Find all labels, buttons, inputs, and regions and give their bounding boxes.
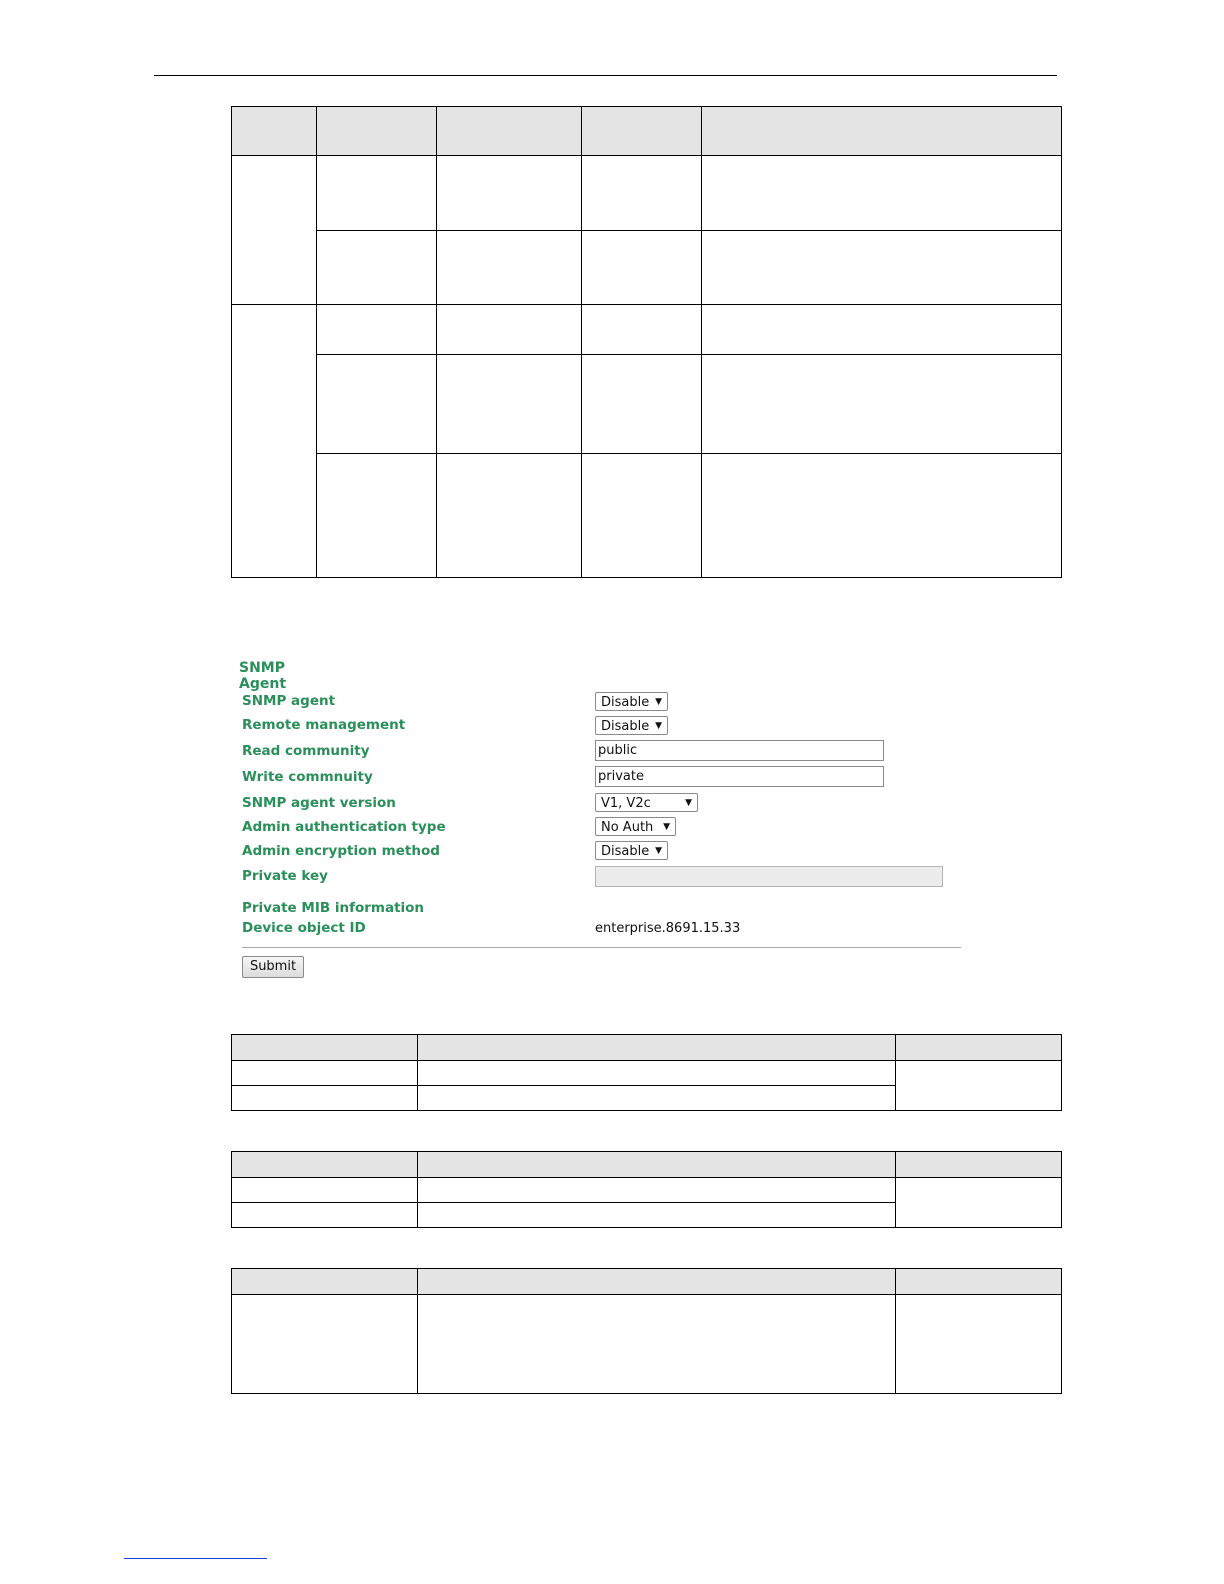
table-cell — [702, 156, 1062, 231]
table-cell — [232, 1203, 418, 1228]
table-cell — [582, 355, 702, 454]
table-row — [232, 1061, 1062, 1086]
table-cell — [896, 1178, 1062, 1228]
table-header-cell — [418, 1269, 896, 1295]
table-cell — [437, 156, 582, 231]
table-cell — [317, 156, 437, 231]
chevron-down-icon: ▼ — [655, 846, 662, 856]
device-object-id-label: Device object ID — [242, 920, 366, 936]
table-cell — [317, 305, 437, 355]
table-header-cell — [232, 1269, 418, 1295]
table-header-cell — [232, 1035, 418, 1061]
table-header-cell — [232, 107, 317, 156]
submit-button[interactable]: Submit — [242, 956, 304, 978]
private-key-input[interactable] — [595, 866, 943, 887]
table-cell — [437, 231, 582, 305]
table-cell — [232, 1061, 418, 1086]
admin-encryption-select[interactable] — [595, 841, 668, 860]
write-community-input[interactable]: private — [595, 766, 884, 787]
table-header-row — [232, 107, 1062, 156]
table-cell — [437, 454, 582, 578]
table-cell — [582, 305, 702, 355]
table-header-cell — [418, 1152, 896, 1178]
chevron-down-icon: ▼ — [685, 798, 692, 808]
settings-table-3 — [231, 1151, 1062, 1228]
table-row — [232, 156, 1062, 231]
remote-management-value: Disable — [601, 719, 650, 734]
table-row — [232, 1178, 1062, 1203]
footer-link-underline[interactable] — [124, 1558, 267, 1559]
page-header-rule — [154, 75, 1057, 76]
table-cell — [582, 454, 702, 578]
table-header-cell — [418, 1035, 896, 1061]
table-cell — [702, 305, 1062, 355]
remote-management-select[interactable] — [595, 716, 668, 735]
table-row — [232, 1295, 1062, 1394]
chevron-down-icon: ▼ — [663, 822, 670, 832]
admin-auth-type-label: Admin authentication type — [242, 819, 446, 835]
table-cell — [232, 1178, 418, 1203]
table-header-row — [232, 1152, 1062, 1178]
table-cell — [232, 1086, 418, 1111]
table-cell — [582, 156, 702, 231]
table-header-row — [232, 1269, 1062, 1295]
table-row — [232, 231, 1062, 305]
table-header-cell — [437, 107, 582, 156]
table-cell — [702, 231, 1062, 305]
chevron-down-icon: ▼ — [655, 721, 662, 731]
remote-management-label: Remote management — [242, 717, 406, 733]
table-cell — [418, 1295, 896, 1394]
table-cell — [418, 1061, 896, 1086]
table-cell — [418, 1203, 896, 1228]
admin-auth-type-select[interactable] — [595, 817, 676, 836]
table-header-row — [232, 1035, 1062, 1061]
table-cell — [418, 1086, 896, 1111]
admin-auth-type-value: No Auth — [601, 820, 654, 835]
table-header-cell — [582, 107, 702, 156]
private-key-label: Private key — [242, 868, 328, 884]
panel-title: SNMP Agent — [239, 660, 287, 692]
table-cell — [317, 231, 437, 305]
table-cell — [232, 1295, 418, 1394]
table-cell — [437, 305, 582, 355]
form-divider — [242, 947, 961, 948]
snmp-agent-label: SNMP agent — [242, 693, 336, 709]
table-header-cell — [896, 1035, 1062, 1061]
settings-table-upper — [231, 106, 1062, 578]
table-cell — [702, 355, 1062, 454]
table-row — [232, 454, 1062, 578]
table-cell — [896, 1061, 1062, 1111]
admin-encryption-label: Admin encryption method — [242, 843, 440, 859]
settings-table-4 — [231, 1268, 1062, 1394]
snmp-agent-value: Disable — [601, 695, 650, 710]
snmp-agent-select[interactable] — [595, 692, 668, 711]
table-cell — [317, 454, 437, 578]
table-header-cell — [896, 1269, 1062, 1295]
table-row — [232, 305, 1062, 355]
admin-encryption-value: Disable — [601, 844, 650, 859]
private-mib-heading: Private MIB information — [242, 900, 425, 916]
table-header-cell — [896, 1152, 1062, 1178]
chevron-down-icon: ▼ — [655, 697, 662, 707]
read-community-label: Read community — [242, 743, 370, 759]
table-header-cell — [317, 107, 437, 156]
table-row — [232, 355, 1062, 454]
table-cell — [418, 1178, 896, 1203]
table-cell — [702, 454, 1062, 578]
device-object-id-value: enterprise.8691.15.33 — [595, 921, 741, 936]
snmp-agent-version-select[interactable] — [595, 793, 698, 812]
table-cell — [232, 156, 317, 305]
table-cell — [896, 1295, 1062, 1394]
table-header-cell — [702, 107, 1062, 156]
table-cell — [437, 355, 582, 454]
snmp-agent-version-label: SNMP agent version — [242, 795, 396, 811]
write-community-label: Write commnuity — [242, 769, 373, 785]
table-cell — [232, 305, 317, 578]
read-community-input[interactable]: public — [595, 740, 884, 761]
settings-table-2 — [231, 1034, 1062, 1111]
table-header-cell — [232, 1152, 418, 1178]
snmp-agent-version-value: V1, V2c — [601, 796, 651, 811]
table-cell — [582, 231, 702, 305]
table-cell — [317, 355, 437, 454]
